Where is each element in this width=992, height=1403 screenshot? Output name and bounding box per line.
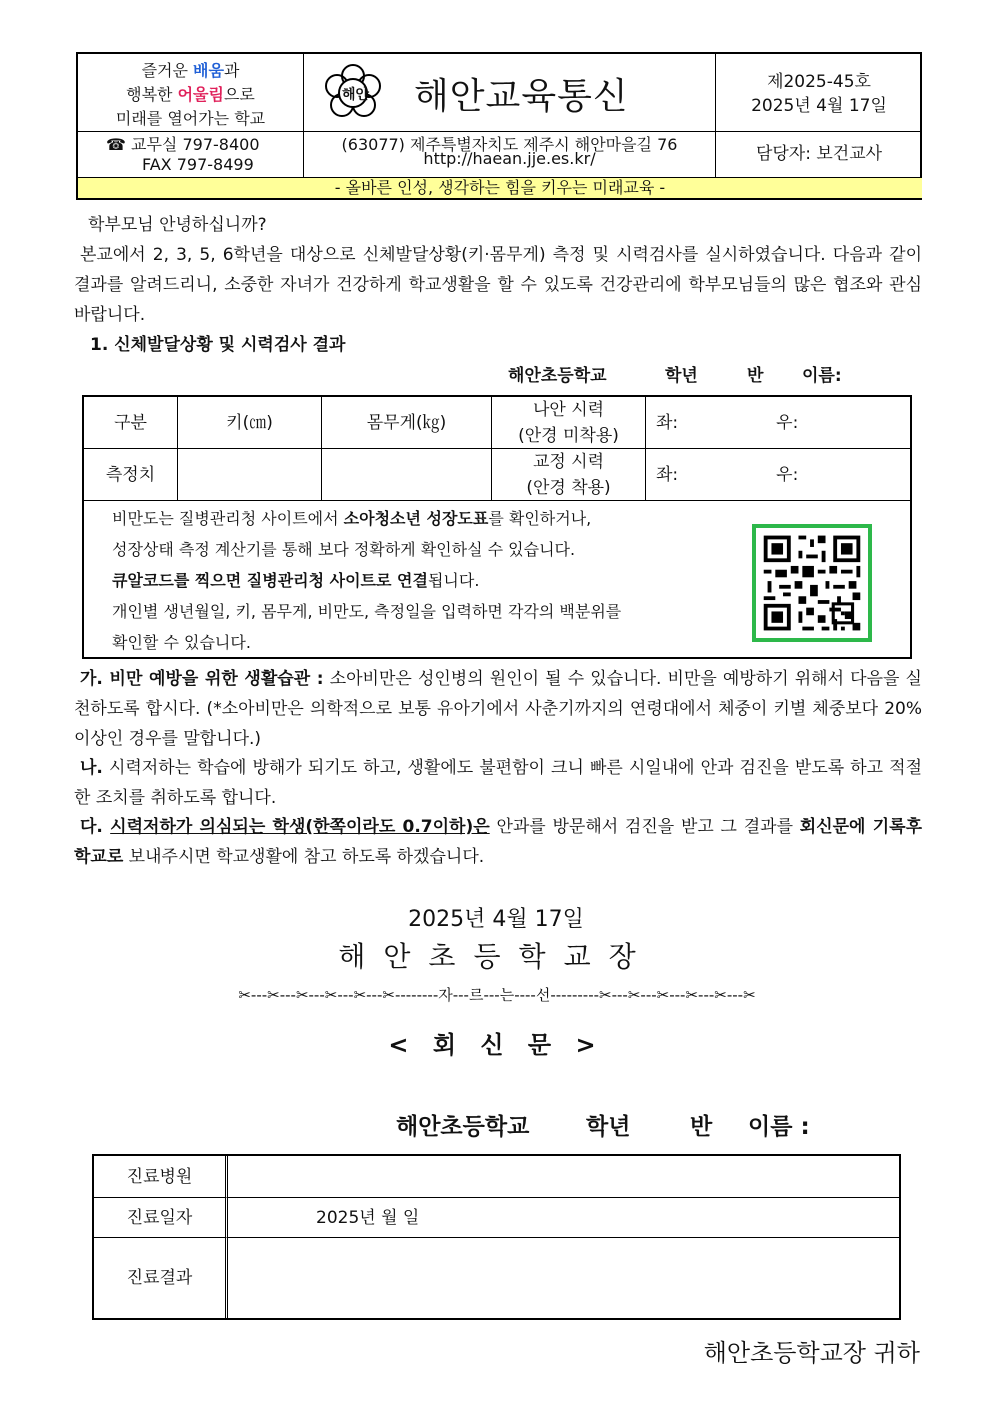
item-da-bold: 회신문에 기록후 학교로 xyxy=(74,817,923,867)
address-cell xyxy=(304,132,716,178)
header-corrected-vision: 교정 시력 (안경 착용) xyxy=(492,449,646,501)
school-emblem-icon xyxy=(322,62,384,124)
naked-vision-value[interactable] xyxy=(646,397,910,449)
note-line3-post: 됩니다. xyxy=(427,571,480,590)
note-line2: 성장상태 측정 계산기를 통해 보다 정확하게 확인하실 수 있습니다. xyxy=(112,540,576,559)
student-grade: 학년 xyxy=(665,366,698,386)
note-line1-pre: 비만도는 질병관리청 사이트에서 xyxy=(112,509,344,528)
note-line4: 개인별 생년월일, 키, 몸무게, 비만도, 측정일을 입력하면 각각의 백분위를 xyxy=(112,602,622,621)
corrected-right-label: 우: xyxy=(776,464,799,485)
phone: ☎ 교무실 797-8400 xyxy=(106,135,260,154)
result-field[interactable] xyxy=(228,1238,899,1318)
height-value[interactable] xyxy=(178,449,322,501)
reply-school: 해안초등학교 xyxy=(396,1114,530,1140)
item-da-end: 보내주시면 학교생활에 참고 하도록 하겠습니다. xyxy=(123,847,485,867)
newsletter-title-cell xyxy=(304,54,716,132)
letter-date: 2025년 4월 17일 xyxy=(408,907,584,932)
motto-word-learning: 배움 xyxy=(193,61,224,80)
item-na xyxy=(74,753,922,813)
manager-cell xyxy=(716,132,922,178)
reply-class: 반 xyxy=(690,1114,713,1140)
item-da-underlined: 시력저하가 의심되는 학생(한쪽이라도 0.7이하)은 xyxy=(110,817,490,837)
section1-title: 1. 신체발달상황 및 시력검사 결과 xyxy=(90,335,346,355)
emblem-text: 해안 xyxy=(342,87,370,103)
note-line1-post: 를 확인하거나, xyxy=(488,509,592,528)
header-category: 구분 xyxy=(84,397,178,449)
motto-word-harmony: 어울림 xyxy=(177,85,224,104)
motto-line3: 미래를 열어가는 학교 xyxy=(115,109,266,128)
reply-title: < 회 신 문 > xyxy=(388,1031,604,1059)
note-growth-chart: 소아청소년 성장도표 xyxy=(343,509,489,528)
school-url[interactable]: http://haean.jje.es.kr/ xyxy=(423,149,596,168)
item-na-text: 시력저하는 학습에 방해가 되기도 하고, 생활에도 불편함이 크니 빠른 시일내에 안과 검진을 받도록 하고 적절한 조치를 취하도록 합니다. xyxy=(74,758,922,808)
student-school: 해안초등학교 xyxy=(508,366,607,386)
item-da-mid: 안과를 방문해서 검진을 받고 그 결과를 xyxy=(489,817,800,837)
student-class: 반 xyxy=(747,366,764,386)
motto-line2-pre: 행복한 xyxy=(126,85,178,104)
contact-info xyxy=(78,132,304,178)
note-line5: 확인할 수 있습니다. xyxy=(112,633,251,652)
qr-code-icon[interactable] xyxy=(752,524,872,642)
hospital-field[interactable] xyxy=(228,1156,899,1198)
reply-form xyxy=(92,1154,901,1320)
weight-value[interactable] xyxy=(322,449,492,501)
reply-name: 이름 : xyxy=(748,1114,810,1140)
issue-number: 제2025-45호 xyxy=(767,72,871,92)
slogan: - 올바른 인성, 생각하는 힘을 키우는 미래교육 - xyxy=(78,178,922,198)
newsletter-title: 해안교육통신 xyxy=(414,76,629,117)
cut-line: ✂---✂---✂---✂---✂---✂--------자---르---는----선---------✂---✂---✂---✂---✂---✂ xyxy=(238,986,756,1004)
visit-date-label: 진료일자 xyxy=(94,1198,228,1238)
motto-line2-post: 으로 xyxy=(223,85,255,104)
corrected-vision-value[interactable] xyxy=(646,449,910,501)
motto-line1-pre: 즐거운 xyxy=(141,61,194,80)
greeting: 학부모님 안녕하십니까? xyxy=(88,215,267,235)
student-name: 이름: xyxy=(802,366,842,386)
manager: 담당자: 보건교사 xyxy=(755,144,883,164)
signoff: 해안초등학교장 귀하 xyxy=(703,1339,920,1367)
issue-info xyxy=(716,54,922,132)
result-label: 진료결과 xyxy=(94,1238,228,1318)
naked-right-label: 우: xyxy=(776,412,799,433)
row-measure-label: 측정치 xyxy=(84,449,178,501)
table-notes xyxy=(112,503,732,658)
header-weight: 몸무게(㎏) xyxy=(322,397,492,449)
item-da-label: 다. xyxy=(80,817,111,837)
intro-paragraph: 본교에서 2, 3, 5, 6학년을 대상으로 신체발달상황(키·몸무게) 측정 및 시력검사를 실시하였습니다. 다음과 같이 결과를 알려드리니, 소중한 자녀가 건강하게 학교생활을 할 수 있도록 건강관리에 학부모님들의 많은 협조와 관심 바랍니다. xyxy=(74,245,922,325)
motto-line1-post: 과 xyxy=(223,61,240,80)
header-height: 키(㎝) xyxy=(178,397,322,449)
hospital-label: 진료병원 xyxy=(94,1156,228,1198)
corrected-left-label: 좌: xyxy=(656,464,679,485)
item-ga-label: 가. 비만 예방을 위한 생활습관 : xyxy=(80,669,324,689)
reply-grade: 학년 xyxy=(586,1114,631,1140)
item-da xyxy=(74,812,922,872)
item-na-label: 나. xyxy=(80,758,103,778)
item-ga-text: 소아비만은 성인병의 원인이 될 수 있습니다. 비만을 예방하기 위해서 다음을 실천하도록 합시다. (*소아비만은 의학적으로 보통 유아기에서 사춘기까지의 연령대에서 체중이 키별 체중보다 20% 이상인 경우를 말합니다.) xyxy=(74,669,922,749)
visit-date-field[interactable]: 2025년 월 일 xyxy=(228,1198,899,1238)
naked-left-label: 좌: xyxy=(656,412,679,433)
school-address: (63077) 제주특별자치도 제주시 해안마을길 76 xyxy=(341,135,678,154)
school-motto xyxy=(78,54,304,132)
fax: FAX 797-8499 xyxy=(142,155,254,174)
item-ga xyxy=(74,664,922,754)
principal-title: 해안초등학교장 xyxy=(338,940,654,973)
newsletter-header xyxy=(76,52,922,200)
note-qr-link: 큐알코드를 찍으면 질병관리청 사이트로 연결 xyxy=(112,571,428,590)
issue-date: 2025년 4월 17일 xyxy=(751,96,887,116)
header-naked-vision: 나안 시력 (안경 미착용) xyxy=(492,397,646,449)
